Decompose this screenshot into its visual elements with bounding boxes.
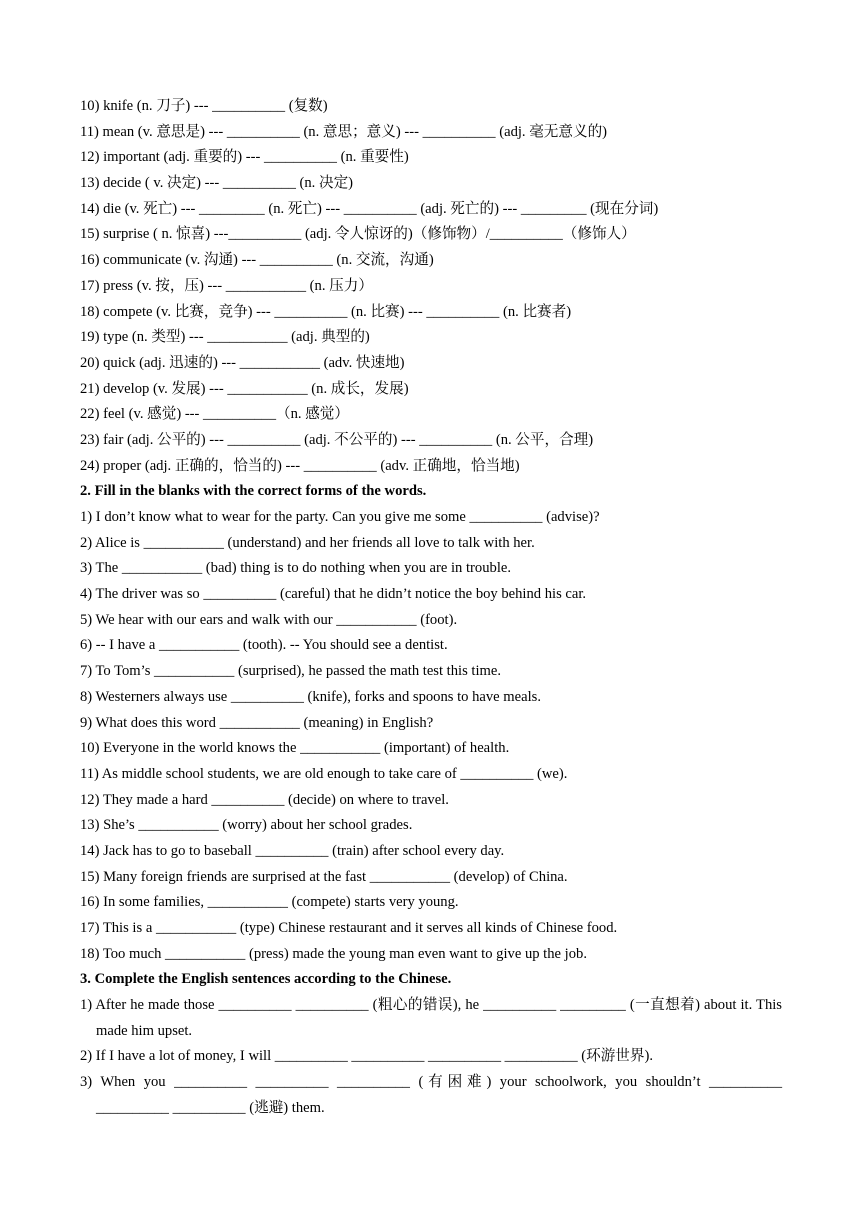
word-form-item: 23) fair (adj. 公平的) --- __________ (adj. 不公平的) --- __________ (n. 公平，合理) [80, 431, 594, 448]
exercise-item: 6) -- I have a ___________ (tooth). -- You should see a dentist. [80, 637, 448, 654]
exercise-item: 4) The driver was so __________ (careful) that he didn’t notice the boy behind his car. [80, 586, 587, 603]
exercise-item: 11) As middle school students, we are old enough to take care of __________ (we). [80, 765, 568, 782]
word-form-item: 10) knife (n. 刀子) --- __________ (复数) [80, 98, 328, 114]
exercise-item: 5) We hear with our ears and walk with our ___________ (foot). [80, 611, 458, 628]
exercise-item: 15) Many foreign friends are surprised at the fast ___________ (develop) of China. [80, 868, 568, 885]
word-form-item: 20) quick (adj. 迅速的) --- ___________ (adv. 快速地) [80, 354, 405, 371]
exercise-item: 2) If I have a lot of money, I will __________ __________ __________ __________ (环游世界). [80, 1048, 654, 1065]
section-3-heading: 3. Complete the English sentences according to the Chinese. [80, 971, 452, 988]
exercise-item: 13) She’s ___________ (worry) about her school grades. [80, 817, 413, 834]
word-form-item: 16) communicate (v. 沟通) --- __________ (n. 交流，沟通) [80, 252, 434, 269]
word-form-item: 15) surprise ( n. 惊喜) ---__________ (adj. 令人惊讶的)（修饰物）/__________（修饰人） [80, 226, 636, 243]
exercise-item: 14) Jack has to go to baseball __________ (train) after school every day. [80, 842, 505, 859]
word-forms-list [80, 94, 782, 479]
exercise-item: 2) Alice is ___________ (understand) and her friends all love to talk with her. [80, 534, 535, 551]
exercise-item: 16) In some families, ___________ (compete) starts very young. [80, 894, 459, 911]
word-form-item: 18) compete (v. 比赛，竞争) --- __________ (n. 比赛) --- __________ (n. 比赛者) [80, 303, 572, 320]
exercise-item: 9) What does this word ___________ (meaning) in English? [80, 714, 434, 731]
word-form-item: 21) develop (v. 发展) --- ___________ (n. 成长，发展) [80, 380, 409, 397]
exercise-item: 3) When you __________ __________ __________ (有困难) your schoolwork, you shouldn’t __________ __________ __________ (逃避) them. [80, 1074, 782, 1116]
section-2 [80, 479, 782, 967]
word-form-item: 11) mean (v. 意思是) --- __________ (n. 意思；意义) --- __________ (adj. 毫无意义的) [80, 123, 608, 140]
word-form-item: 12) important (adj. 重要的) --- __________ (n. 重要性) [80, 149, 409, 166]
exercise-item: 1) After he made those __________ __________ (粗心的错误), he __________ _________ (一直想着) about it. This made him upset. [80, 997, 782, 1039]
exercise-item: 18) Too much ___________ (press) made the young man even want to give up the job. [80, 945, 587, 962]
word-form-item: 19) type (n. 类型) --- ___________ (adj. 典型的) [80, 329, 370, 346]
word-form-item: 13) decide ( v. 决定) --- __________ (n. 决定) [80, 175, 354, 192]
exercise-item: 12) They made a hard __________ (decide) on where to travel. [80, 791, 449, 808]
section-2-heading: 2. Fill in the blanks with the correct forms of the words. [80, 483, 427, 500]
exercise-item: 17) This is a ___________ (type) Chinese restaurant and it serves all kinds of Chinese food. [80, 920, 618, 936]
word-form-item: 17) press (v. 按，压) --- ___________ (n. 压力） [80, 277, 373, 294]
word-form-item: 22) feel (v. 感觉) --- __________（n. 感觉） [80, 406, 349, 423]
exercise-item: 10) Everyone in the world knows the ___________ (important) of health. [80, 740, 510, 757]
exercise-item: 7) To Tom’s ___________ (surprised), he passed the math test this time. [80, 663, 501, 680]
section-3 [80, 967, 782, 1121]
worksheet-page [80, 94, 782, 1122]
word-form-item: 14) die (v. 死亡) --- _________ (n. 死亡) --- __________ (adj. 死亡的) --- _________ (现在分词) [80, 200, 659, 217]
exercise-item: 8) Westerners always use __________ (knife), forks and spoons to have meals. [80, 688, 541, 705]
exercise-item: 3) The ___________ (bad) thing is to do nothing when you are in trouble. [80, 560, 511, 577]
word-form-item: 24) proper (adj. 正确的，恰当的) --- __________ (adv. 正确地，恰当地) [80, 457, 520, 474]
exercise-item: 1) I don’t know what to wear for the party. Can you give me some __________ (advise)? [80, 509, 600, 525]
